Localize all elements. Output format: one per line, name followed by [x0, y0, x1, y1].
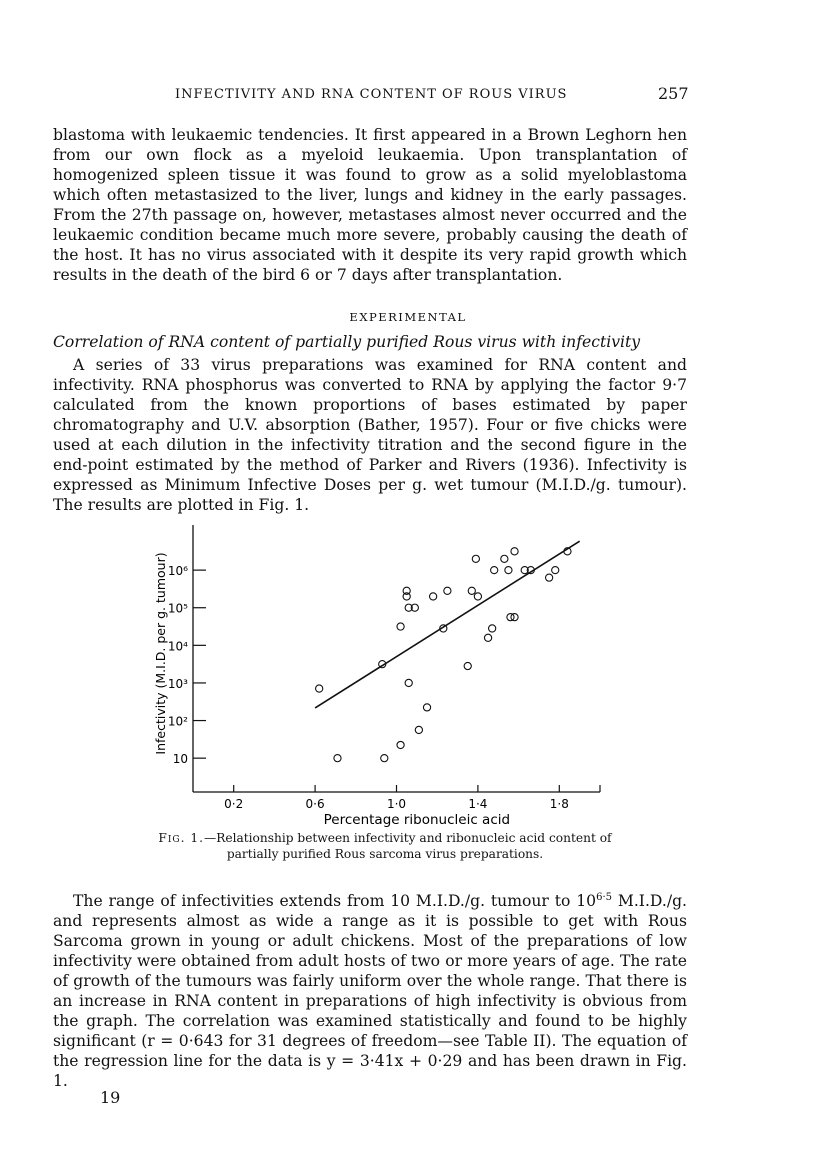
data-point [501, 555, 508, 562]
data-point [491, 567, 498, 574]
data-point [430, 593, 437, 600]
y-tick-label: 10 [172, 752, 188, 767]
subsection-title: Correlation of RNA content of partially purified Rous virus with infectivity [53, 333, 641, 351]
data-point [505, 567, 512, 574]
scatter-chart [140, 520, 610, 830]
data-point [472, 555, 479, 562]
intro-text: blastoma with leukaemic tendencies. It first appeared in a Brown Leghorn hen from our own flock as a myeloid leukaemia. Upon transplantation of homogenized spleen tissue it was found to grow as a solid myeloblastoma which often metastasized to the liver, lungs and kidney in the early passages. From the 27th passage on, however, metastases almost never occurred and the leukaemic condition became much more severe, probably causing the death of the host. It has no virus associated with it despite its very rapid growth which results in the death of the bird 6 or 7 days after transplantation. [53, 126, 687, 284]
y-tick-label: 10² [167, 714, 188, 729]
methods-text: A series of 33 virus preparations was examined for RNA content and infectivity. RNA phosphorus was converted to RNA by applying the factor 9·7 calculated from the known proportions of bases estimated by paper chromatography and U.V. absorption (Bather, 1957). Four or five chicks were used at each dilution in the infectivity titration and the second figure in the end-point estimated by the method of Parker and Rivers (1936). Infectivity is expressed as Minimum Infective Doses per g. wet tumour (M.I.D./g. tumour). The results are plotted in Fig. 1. [53, 356, 687, 514]
section-title: EXPERIMENTAL [349, 310, 467, 324]
caption-label: Fig. 1. [158, 831, 204, 845]
data-point [405, 679, 412, 686]
data-point [444, 587, 451, 594]
x-tick-label: 1·8 [549, 797, 569, 811]
data-point [415, 726, 422, 733]
x-tick-label: 0·6 [305, 797, 325, 811]
signature-mark: 19 [100, 1088, 121, 1107]
data-point [397, 623, 404, 630]
data-point [552, 567, 559, 574]
running-title: INFECTIVITY AND RNA CONTENT OF ROUS VIRUS [175, 87, 568, 102]
methods-paragraph [53, 355, 687, 515]
data-point [316, 685, 323, 692]
page-number: 257 [658, 84, 689, 103]
results-exponent: 6·5 [596, 892, 613, 903]
figure-caption [140, 830, 630, 862]
data-point [381, 755, 388, 762]
intro-paragraph [53, 125, 687, 285]
results-text [53, 888, 687, 1091]
x-tick-label: 0·2 [224, 797, 244, 811]
data-point [546, 574, 553, 581]
results-text-part2: M.I.D./g. and represents almost as wide a range as it is possible to get with Rous Sarcoma grown in young or adult chickens. Most of the preparations of low infectivity were obtained from adult hosts of two or more years of age. The rate of growth of the tumours was fairly uniform over the whole range. That there is an increase in RNA content in preparations of high infectivity is obvious from the graph. The correlation was examined statistically and found to be highly significant (r = 0·643 for 31 degrees of freedom—see Table II). The equation of the regression line for the data is y = 3·41x + 0·29 and has been drawn in Fig. 1. [53, 892, 688, 1091]
x-tick-label: 1·0 [386, 797, 407, 811]
results-text-part1: The range of infectivities extends from 10 M.I.D./g. tumour to 10 [73, 892, 597, 911]
data-point [464, 662, 471, 669]
data-point [468, 587, 475, 594]
figure-1 [140, 520, 610, 834]
y-tick-label: 10³ [167, 676, 188, 691]
x-tick-label: 1·4 [468, 797, 488, 811]
y-tick-label: 10⁵ [167, 601, 188, 616]
data-point [511, 548, 518, 555]
y-tick-label: 10⁴ [167, 639, 188, 654]
data-point [484, 634, 491, 641]
regression-line [315, 541, 580, 708]
data-point [489, 625, 496, 632]
results-paragraph [53, 888, 687, 1091]
caption-text: —Relationship between infectivity and ribonucleic acid content of partially purified Rous sarcoma virus preparations. [204, 831, 612, 861]
data-point [474, 593, 481, 600]
data-point [423, 704, 430, 711]
y-tick-label: 10⁶ [167, 564, 188, 579]
x-axis-label: Percentage ribonucleic acid [323, 812, 511, 828]
data-point [334, 755, 341, 762]
data-point [397, 741, 404, 748]
y-axis-label: Infectivity (M.I.D. per g. tumour) [153, 552, 168, 755]
